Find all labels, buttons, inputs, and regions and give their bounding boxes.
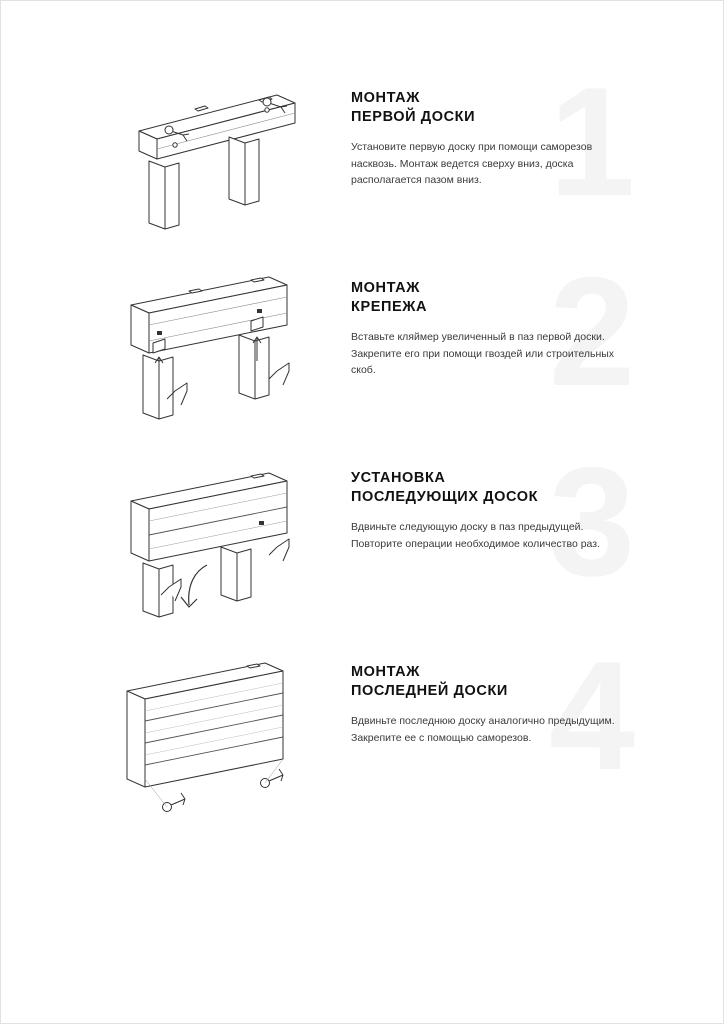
step-body: Вдвиньте следующую доску в паз предыдущей. Повторите операции необходимое количество раз. bbox=[351, 521, 601, 550]
step-text-column bbox=[351, 89, 641, 189]
step-title-line2: ПЕРВОЙ ДОСКИ bbox=[351, 109, 476, 125]
step-title-line2: КРЕПЕЖА bbox=[351, 299, 428, 315]
step-text-column bbox=[351, 279, 641, 379]
step-title-line2: ПОСЛЕДНЕЙ ДОСКИ bbox=[351, 683, 508, 699]
step-title-line1: МОНТАЖ bbox=[351, 90, 420, 106]
step-body: Вдвиньте последнюю доску аналогично предыдущим. Закрепите ее с помощью саморезов. bbox=[351, 715, 615, 744]
step-title bbox=[351, 279, 641, 317]
step-title bbox=[351, 89, 641, 127]
step-number-watermark: 4 bbox=[549, 629, 632, 802]
step-body: Установите первую доску при помощи саморезов насквозь. Монтаж ведется сверху вниз, доска располагается пазом вниз. bbox=[351, 141, 593, 186]
step-3 bbox=[1, 435, 724, 649]
last-board-mounting-illustration bbox=[109, 653, 329, 833]
step-number-watermark: 1 bbox=[549, 55, 632, 228]
step-2 bbox=[1, 245, 724, 459]
step-title-line1: МОНТАЖ bbox=[351, 280, 420, 296]
step-title bbox=[351, 663, 641, 701]
step-number-watermark: 3 bbox=[549, 435, 632, 608]
step-title-line1: МОНТАЖ bbox=[351, 664, 420, 680]
next-boards-installation-illustration bbox=[109, 459, 329, 639]
step-1 bbox=[1, 55, 724, 269]
step-body: Вставьте кляймер увеличенный в паз первой доски. Закрепите его при помощи гвоздей или строительных скоб. bbox=[351, 331, 615, 376]
step-title-line2: ПОСЛЕДУЮЩИХ ДОСОК bbox=[351, 489, 539, 505]
first-board-mounting-illustration bbox=[109, 79, 329, 259]
step-title-line1: УСТАНОВКА bbox=[351, 470, 446, 486]
step-text-column bbox=[351, 663, 641, 746]
step-text-column bbox=[351, 469, 641, 552]
fastener-mounting-illustration bbox=[109, 269, 329, 449]
step-number-watermark: 2 bbox=[549, 245, 632, 418]
step-title bbox=[351, 469, 641, 507]
step-4 bbox=[1, 629, 724, 843]
